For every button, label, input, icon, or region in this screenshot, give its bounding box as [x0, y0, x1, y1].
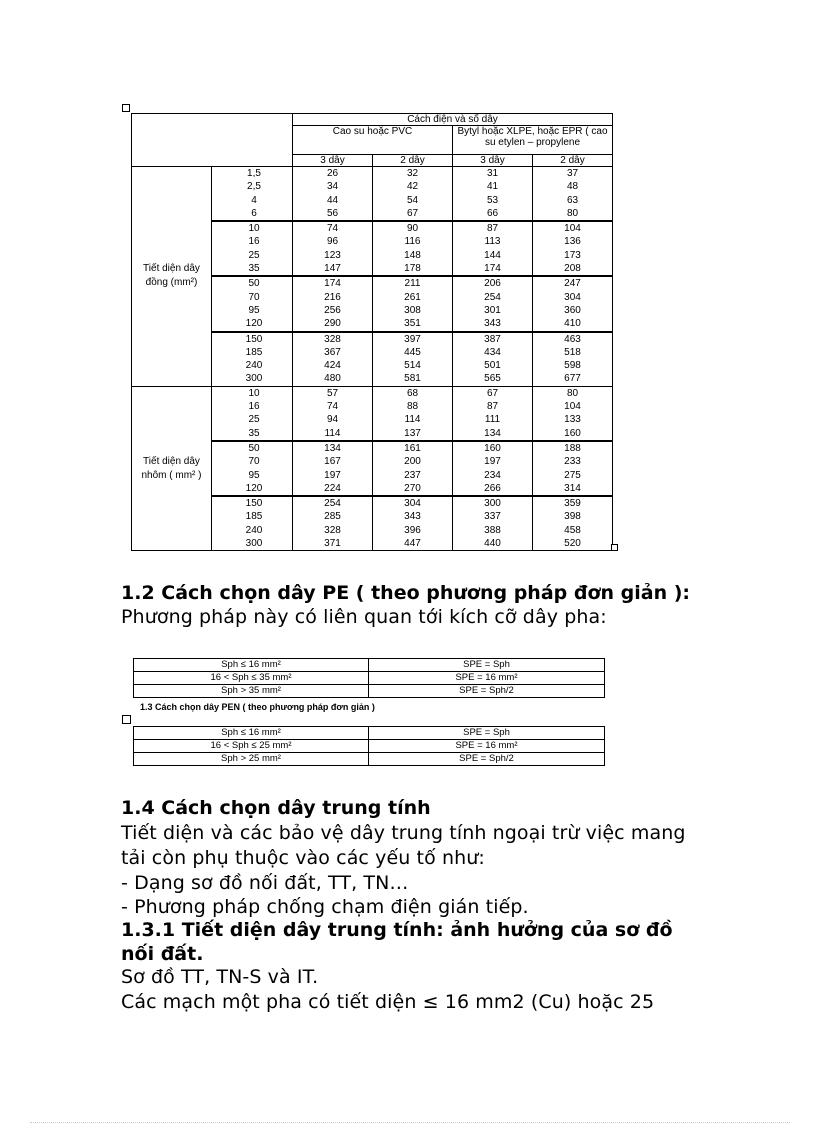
- ampacity-value: 285: [324, 511, 341, 523]
- ampacity-cell: [373, 332, 453, 387]
- table-resize-handle[interactable]: [611, 544, 618, 551]
- header-insulation: Cách điện và số dây: [293, 114, 613, 126]
- size-value: 35: [248, 427, 260, 439]
- ampacity-value: 42: [406, 181, 419, 193]
- rule-row: [134, 753, 605, 766]
- rule-row: [134, 659, 605, 672]
- ampacity-value: 387: [484, 333, 501, 345]
- ampacity-value: 581: [404, 373, 421, 385]
- ampacity-value: 200: [404, 456, 421, 468]
- size-value: 120: [245, 482, 263, 494]
- ampacity-value: 314: [564, 482, 581, 494]
- ampacity-value: 501: [484, 360, 501, 372]
- phase-condition: 16 < Sph ≤ 25 mm²: [134, 740, 369, 753]
- ampacity-cell: [293, 221, 373, 276]
- size-value: 35: [248, 263, 260, 275]
- ampacity-value: 74: [326, 401, 339, 413]
- ampacity-value: 216: [324, 291, 341, 303]
- ampacity-value: 147: [324, 263, 341, 275]
- ampacity-cell: [453, 167, 533, 222]
- ampacity-value: 174: [324, 278, 341, 290]
- ampacity-value: 440: [484, 538, 501, 550]
- ampacity-value: 26: [326, 168, 339, 179]
- size-value: 185: [245, 511, 263, 523]
- phase-condition: Sph > 25 mm²: [134, 753, 369, 766]
- ampacity-value: 178: [404, 263, 421, 275]
- phase-condition: Sph > 35 mm²: [134, 685, 369, 698]
- size-value: 25: [248, 249, 260, 261]
- section-pe-paragraph: Phương pháp này có liên quan tới kích cỡ dây pha:: [121, 606, 607, 628]
- ampacity-cell: [373, 167, 453, 222]
- ampacity-value: 565: [484, 373, 501, 385]
- ampacity-value: 208: [564, 263, 581, 275]
- ampacity-value: 518: [564, 346, 581, 358]
- pe-rule: SPE = Sph/2: [369, 685, 605, 698]
- ampacity-value: 301: [484, 304, 501, 316]
- ampacity-value: 254: [484, 291, 501, 303]
- ampacity-value: 371: [324, 538, 341, 550]
- ampacity-value: 458: [564, 524, 581, 536]
- ampacity-value: 54: [406, 194, 419, 206]
- size-value: 10: [248, 223, 260, 235]
- pe-rule: SPE = 16 mm²: [369, 740, 605, 753]
- ampacity-value: 337: [484, 511, 501, 523]
- ampacity-value: 133: [564, 414, 581, 426]
- grounding-line: Các mạch một pha có tiết diện ≤ 16 mm2 (Cu) hoặc 25: [121, 991, 655, 1013]
- ampacity-value: 360: [564, 304, 581, 316]
- size-value: 300: [245, 373, 263, 385]
- ampacity-table: [131, 113, 613, 551]
- ampacity-value: 197: [484, 456, 501, 468]
- neutral-line: Tiết diện và các bảo vệ dây trung tính ngoại trừ việc mang: [121, 822, 686, 844]
- ampacity-cell: [533, 496, 613, 551]
- ampacity-value: 520: [564, 538, 581, 550]
- ampacity-cell: [533, 167, 613, 222]
- pe-rule: SPE = Sph/2: [369, 753, 605, 766]
- ampacity-value: 161: [404, 442, 421, 454]
- ampacity-value: 447: [404, 538, 421, 550]
- ampacity-value: 56: [326, 207, 339, 219]
- size-value: 70: [248, 291, 260, 303]
- rule-row: [134, 685, 605, 698]
- size-value: 150: [245, 333, 263, 345]
- size-value: 185: [245, 346, 263, 358]
- ampacity-value: 677: [564, 373, 581, 385]
- ampacity-value: 136: [564, 236, 581, 248]
- header-pvc-3: 3 dây: [293, 155, 373, 167]
- ampacity-value: 114: [324, 427, 341, 439]
- ampacity-value: 254: [324, 498, 341, 510]
- ampacity-value: 32: [406, 168, 419, 179]
- size-value: 240: [245, 360, 263, 372]
- ampacity-value: 445: [404, 346, 421, 358]
- ampacity-value: 160: [484, 442, 501, 454]
- ampacity-value: 148: [404, 249, 421, 261]
- header-pvc: Cao su hoặc PVC: [293, 126, 453, 155]
- ampacity-value: 367: [324, 346, 341, 358]
- ampacity-value: 44: [326, 194, 339, 206]
- header-blank: [132, 114, 293, 167]
- size-value: 120: [245, 318, 263, 330]
- ampacity-cell: [373, 496, 453, 551]
- size-value: 6: [251, 207, 257, 219]
- phase-condition: 16 < Sph ≤ 35 mm²: [134, 672, 369, 685]
- ampacity-value: 480: [324, 373, 341, 385]
- section-pe-heading: 1.2 Cách chọn dây PE ( theo phương pháp đơn giản ):: [121, 582, 691, 604]
- ampacity-value: 304: [564, 291, 581, 303]
- ampacity-value: 104: [564, 401, 581, 413]
- ampacity-cell: [533, 386, 613, 441]
- ampacity-cell: [453, 386, 533, 441]
- ampacity-cell: [373, 276, 453, 331]
- phase-condition: Sph ≤ 16 mm²: [134, 659, 369, 672]
- ampacity-value: 144: [484, 249, 501, 261]
- ampacity-cell: [453, 221, 533, 276]
- size-cell: [212, 221, 293, 276]
- ampacity-value: 66: [486, 207, 499, 219]
- ampacity-cell: [373, 441, 453, 496]
- ampacity-value: 90: [406, 223, 419, 235]
- ampacity-cell: [533, 276, 613, 331]
- ampacity-value: 197: [324, 469, 341, 481]
- size-value: 25: [248, 414, 260, 426]
- ampacity-value: 300: [484, 498, 501, 510]
- ampacity-value: 123: [324, 249, 341, 261]
- ampacity-value: 94: [326, 414, 339, 426]
- ampacity-value: 167: [324, 456, 341, 468]
- pe-table: [133, 658, 605, 698]
- ampacity-value: 134: [484, 427, 501, 439]
- ampacity-cell: [373, 386, 453, 441]
- ampacity-value: 351: [404, 318, 421, 330]
- size-value: 50: [248, 278, 260, 290]
- ampacity-cell: [293, 276, 373, 331]
- ampacity-value: 63: [566, 194, 579, 206]
- header-xlpe: Bytyl hoặc XLPE, hoặc EPR ( cao su etylen – propylene: [453, 126, 613, 155]
- ampacity-value: 343: [484, 318, 501, 330]
- ampacity-value: 598: [564, 360, 581, 372]
- size-value: 150: [245, 498, 263, 510]
- aluminum-label: Tiết diện dây nhôm ( mm² ): [132, 386, 212, 551]
- ampacity-value: 96: [326, 236, 339, 248]
- rule-row: [134, 672, 605, 685]
- ampacity-value: 396: [404, 524, 421, 536]
- header-xlpe-3: 3 dây: [453, 155, 533, 167]
- size-cell: [212, 386, 293, 441]
- ampacity-cell: [453, 332, 533, 387]
- ampacity-value: 256: [324, 304, 341, 316]
- ampacity-cell: [533, 441, 613, 496]
- ampacity-value: 247: [564, 278, 581, 290]
- ampacity-value: 111: [484, 414, 501, 426]
- size-value: 16: [248, 236, 260, 248]
- ampacity-value: 41: [486, 181, 499, 193]
- ampacity-value: 270: [404, 482, 421, 494]
- ampacity-value: 104: [564, 223, 581, 235]
- ampacity-value: 34: [326, 181, 339, 193]
- ampacity-cell: [453, 441, 533, 496]
- ampacity-value: 87: [486, 223, 499, 235]
- ampacity-cell: [293, 441, 373, 496]
- ampacity-cell: [293, 386, 373, 441]
- table-move-handle[interactable]: [122, 104, 130, 112]
- ampacity-value: 211: [404, 278, 421, 290]
- ampacity-cell: [293, 167, 373, 222]
- size-value: 10: [248, 387, 260, 399]
- ampacity-value: 410: [564, 318, 581, 330]
- ampacity-value: 114: [404, 414, 421, 426]
- size-value: 2,5: [247, 181, 261, 193]
- ampacity-value: 206: [484, 278, 501, 290]
- size-value: 1,5: [247, 168, 261, 179]
- neutral-line: - Dạng sơ đồ nối đất, TT, TN…: [121, 872, 409, 894]
- ampacity-value: 48: [566, 181, 579, 193]
- size-cell: [212, 441, 293, 496]
- ampacity-value: 57: [326, 387, 339, 399]
- ampacity-cell: [293, 332, 373, 387]
- header-pvc-2: 2 dây: [373, 155, 453, 167]
- ampacity-value: 388: [484, 524, 501, 536]
- ampacity-value: 463: [564, 333, 581, 345]
- size-cell: [212, 276, 293, 331]
- copper-label: Tiết diện dây đồng (mm²): [132, 167, 212, 387]
- neutral-line: tải còn phụ thuộc vào các yếu tố như:: [121, 847, 485, 869]
- size-cell: [212, 167, 293, 222]
- pen-caption: 1.3 Cách chọn dây PEN ( theo phương pháp đơn giản ): [140, 702, 375, 712]
- section-neutral-heading: 1.4 Cách chọn dây trung tính: [121, 797, 431, 819]
- ampacity-value: 304: [404, 498, 421, 510]
- size-value: 240: [245, 524, 263, 536]
- neutral-line: - Phương pháp chống chạm điện gián tiếp.: [121, 896, 529, 918]
- ampacity-value: 174: [484, 263, 501, 275]
- ampacity-value: 275: [564, 469, 581, 481]
- size-value: 95: [248, 469, 260, 481]
- ampacity-value: 328: [324, 524, 341, 536]
- ampacity-cell: [533, 332, 613, 387]
- section-grounding-heading: 1.3.1 Tiết diện dây trung tính: ảnh hưởng của sơ đồ: [121, 919, 673, 941]
- size-value: 4: [251, 194, 257, 206]
- ampacity-value: 160: [564, 427, 581, 439]
- ampacity-value: 224: [324, 482, 341, 494]
- ampacity-value: 31: [486, 168, 499, 179]
- pe-rule: SPE = Sph: [369, 659, 605, 672]
- section-grounding-heading-cont: nối đất.: [121, 943, 204, 965]
- ampacity-value: 308: [404, 304, 421, 316]
- ampacity-value: 67: [406, 207, 419, 219]
- size-value: 70: [248, 456, 260, 468]
- ampacity-value: 266: [484, 482, 501, 494]
- ampacity-value: 87: [486, 401, 499, 413]
- ampacity-cell: [453, 496, 533, 551]
- ampacity-value: 113: [484, 236, 501, 248]
- ampacity-value: 137: [404, 427, 421, 439]
- rule-row: [134, 740, 605, 753]
- ampacity-value: 424: [324, 360, 341, 372]
- pe-rule: SPE = Sph: [369, 727, 605, 740]
- ampacity-cell: [533, 221, 613, 276]
- ampacity-value: 328: [324, 333, 341, 345]
- ampacity-value: 398: [564, 511, 581, 523]
- ampacity-value: 88: [406, 401, 419, 413]
- ampacity-cell: [453, 276, 533, 331]
- ampacity-value: 434: [484, 346, 501, 358]
- ampacity-value: 397: [404, 333, 421, 345]
- ampacity-value: 188: [564, 442, 581, 454]
- ampacity-value: 68: [406, 387, 419, 399]
- size-value: 300: [245, 538, 263, 550]
- pen-table-handle[interactable]: [122, 715, 131, 724]
- size-cell: [212, 496, 293, 551]
- ampacity-value: 290: [324, 318, 341, 330]
- ampacity-value: 233: [564, 456, 581, 468]
- ampacity-value: 74: [326, 223, 339, 235]
- rule-row: [134, 727, 605, 740]
- ampacity-value: 80: [566, 387, 579, 399]
- ampacity-value: 53: [486, 194, 499, 206]
- ampacity-value: 80: [566, 207, 579, 219]
- pen-table: [133, 726, 605, 766]
- ampacity-value: 116: [404, 236, 421, 248]
- header-xlpe-2: 2 dây: [533, 155, 613, 167]
- size-value: 16: [248, 401, 260, 413]
- pe-rule: SPE = 16 mm²: [369, 672, 605, 685]
- size-value: 50: [248, 442, 260, 454]
- ampacity-value: 173: [564, 249, 581, 261]
- ampacity-value: 234: [484, 469, 501, 481]
- ampacity-value: 237: [404, 469, 421, 481]
- grounding-line: Sơ đồ TT, TN-S và IT.: [121, 966, 319, 988]
- ampacity-value: 343: [404, 511, 421, 523]
- ampacity-value: 514: [404, 360, 421, 372]
- size-cell: [212, 332, 293, 387]
- ampacity-value: 134: [324, 442, 341, 454]
- ampacity-value: 67: [486, 387, 499, 399]
- ampacity-value: 359: [564, 498, 581, 510]
- ampacity-cell: [373, 221, 453, 276]
- ampacity-cell: [293, 496, 373, 551]
- phase-condition: Sph ≤ 16 mm²: [134, 727, 369, 740]
- size-value: 95: [248, 304, 260, 316]
- ampacity-value: 37: [566, 168, 579, 179]
- ampacity-value: 261: [404, 291, 421, 303]
